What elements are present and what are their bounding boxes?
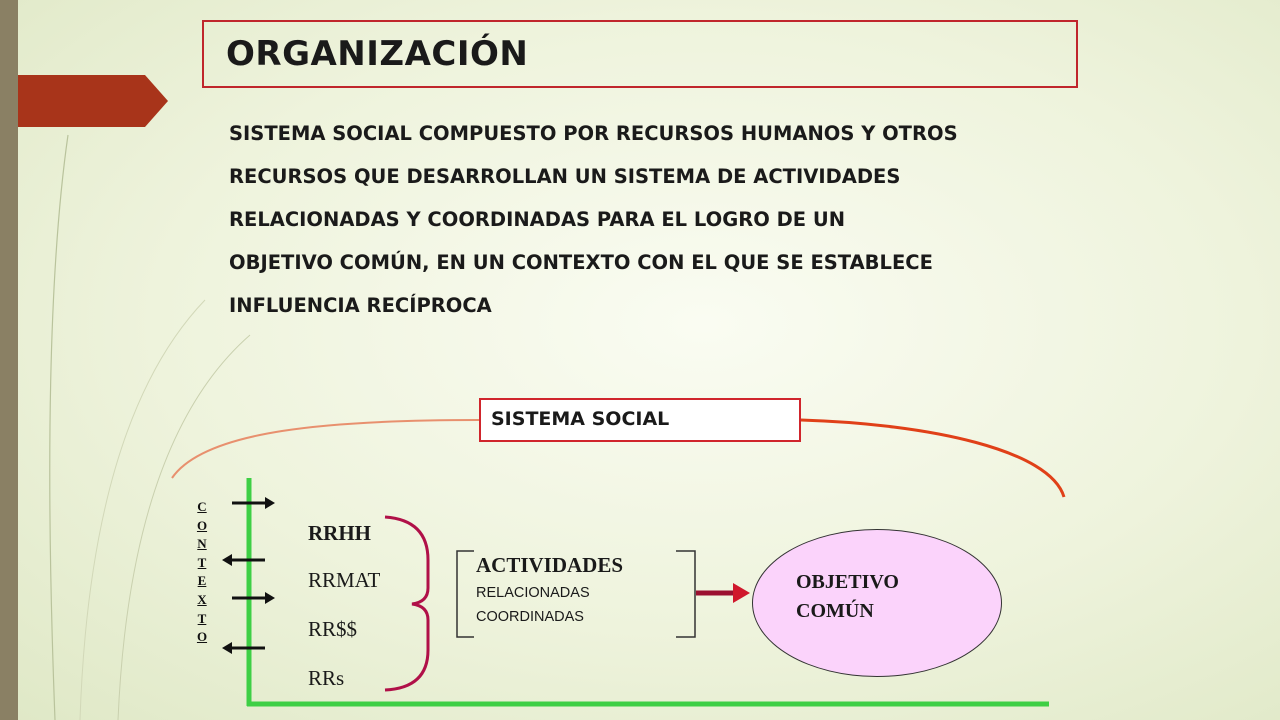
objective-line: OBJETIVO — [796, 571, 899, 593]
page-title: ORGANIZACIÓN — [226, 34, 529, 74]
context-letter: T — [197, 554, 207, 570]
activities-coordinated: COORDINADAS — [476, 609, 584, 625]
background-curve — [50, 135, 68, 720]
system-arc-right — [801, 420, 1064, 497]
context-letter: X — [197, 591, 207, 607]
background-curve — [80, 300, 205, 720]
title-box — [202, 20, 1078, 88]
resources-brace — [385, 517, 428, 690]
context-arrow-in — [232, 592, 275, 604]
resource-money: RR$$ — [308, 617, 358, 641]
objective-label — [796, 568, 899, 626]
context-letter: N — [197, 536, 207, 552]
definition-line: INFLUENCIA RECÍPROCA — [229, 294, 492, 317]
definition-line: RELACIONADAS Y COORDINADAS PARA EL LOGRO DE UN — [229, 208, 846, 231]
system-label-box — [479, 398, 801, 442]
context-letter: T — [197, 610, 207, 626]
system-arc-left — [172, 420, 479, 478]
context-arrow-in — [232, 497, 275, 509]
background-curve — [118, 335, 250, 720]
definition-line: OBJETIVO COMÚN, EN UN CONTEXTO CON EL QUE SE ESTABLECE — [229, 251, 933, 274]
context-letter: C — [197, 499, 207, 514]
objective-line: COMÚN — [796, 600, 874, 622]
context-letter: O — [196, 629, 208, 645]
context-letter: O — [196, 517, 208, 533]
context-label — [193, 498, 211, 647]
system-label: SISTEMA SOCIAL — [491, 408, 670, 430]
activities-bracket-right — [676, 551, 695, 637]
resource-rrhh: RRHH — [308, 521, 371, 545]
resource-rrmat: RRMAT — [308, 568, 381, 592]
definition-text — [229, 112, 1089, 327]
activities-bracket-left — [457, 551, 474, 637]
definition-line: RECURSOS QUE DESARROLLAN UN SISTEMA DE ACTIVIDADES — [229, 165, 901, 188]
context-arrow-out — [222, 554, 265, 566]
activities-to-objective-arrow — [696, 583, 750, 603]
resource-others: RRs — [308, 666, 345, 690]
arrow-tab-shape — [18, 75, 168, 127]
context-arrow-out — [222, 642, 265, 654]
activities-related: RELACIONADAS — [476, 585, 590, 601]
activities-title: ACTIVIDADES — [476, 553, 624, 577]
definition-line: SISTEMA SOCIAL COMPUESTO POR RECURSOS HUMANOS Y OTROS — [229, 122, 958, 145]
context-letter: E — [197, 573, 207, 589]
